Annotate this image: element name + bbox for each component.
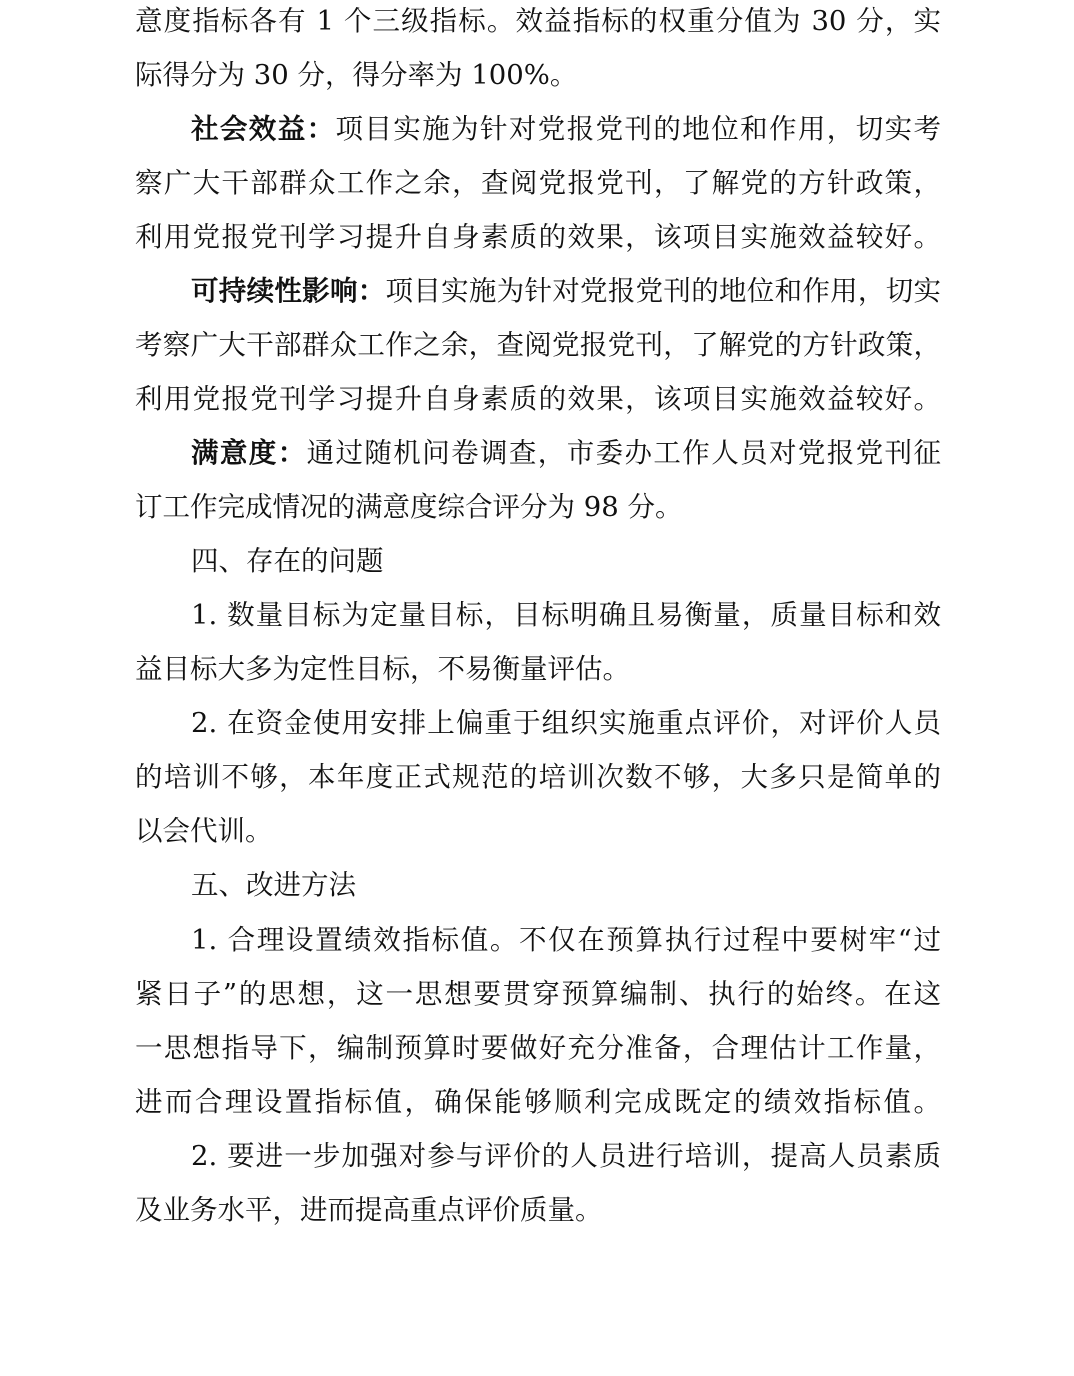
text-line: 益目标大多为定性目标，不易衡量评估。 bbox=[135, 653, 630, 685]
text-run: 项目实施为针对党报党刊的地位和作用，切实 bbox=[385, 275, 942, 307]
text-line: 一思想指导下，编制预算时要做好充分准备，合理估计工作量， bbox=[135, 1032, 941, 1064]
text-line: 的培训不够，本年度正式规范的培训次数不够，大多只是简单的 bbox=[135, 761, 941, 793]
text-line: 利用党报党刊学习提升自身素质的效果，该项目实施效益较好。 bbox=[135, 383, 941, 415]
sustainability-label: 可持续性影响： bbox=[191, 275, 386, 307]
text-line: 1. 合理设置绩效指标值。不仅在预算执行过程中要树牢“过 bbox=[191, 924, 941, 956]
text-line: 考察广大干部群众工作之余，查阅党报党刊，了解党的方针政策， bbox=[135, 329, 941, 361]
text-line: 察广大干部群众工作之余，查阅党报党刊，了解党的方针政策， bbox=[135, 167, 941, 199]
text-line: 订工作完成情况的满意度综合评分为 98 分。 bbox=[135, 491, 683, 523]
text-line bbox=[191, 102, 941, 156]
text-line: 进而合理设置指标值，确保能够顺利完成既定的绩效指标值。 bbox=[135, 1086, 941, 1118]
social-benefit-label: 社会效益： bbox=[191, 113, 336, 145]
text-line: 以会代训。 bbox=[135, 815, 273, 847]
text-line: 利用党报党刊学习提升自身素质的效果，该项目实施效益较好。 bbox=[135, 221, 941, 253]
text-line bbox=[191, 426, 941, 480]
text-line bbox=[191, 264, 941, 318]
satisfaction-label: 满意度： bbox=[191, 437, 307, 469]
text-line: 意度指标各有 1 个三级指标。效益指标的权重分值为 30 分，实 bbox=[135, 5, 941, 37]
text-line: 2. 要进一步加强对参与评价的人员进行培训，提高人员素质 bbox=[191, 1140, 941, 1172]
text-line: 1. 数量目标为定量目标，目标明确且易衡量，质量目标和效 bbox=[191, 599, 941, 631]
text-line: 际得分为 30 分，得分率为 100%。 bbox=[135, 59, 578, 91]
text-line: 及业务水平，进而提高重点评价质量。 bbox=[135, 1194, 603, 1226]
section-heading-problems: 四、存在的问题 bbox=[191, 545, 384, 577]
section-heading-improvements: 五、改进方法 bbox=[191, 869, 356, 901]
text-run: 通过随机问卷调查，市委办工作人员对党报党刊征 bbox=[306, 437, 942, 469]
text-line: 紧日子”的思想，这一思想要贯穿预算编制、执行的始终。在这 bbox=[135, 978, 941, 1010]
text-line: 2. 在资金使用安排上偏重于组织实施重点评价，对评价人员 bbox=[191, 707, 941, 739]
text-run: 项目实施为针对党报党刊的地位和作用，切实考 bbox=[335, 113, 941, 145]
